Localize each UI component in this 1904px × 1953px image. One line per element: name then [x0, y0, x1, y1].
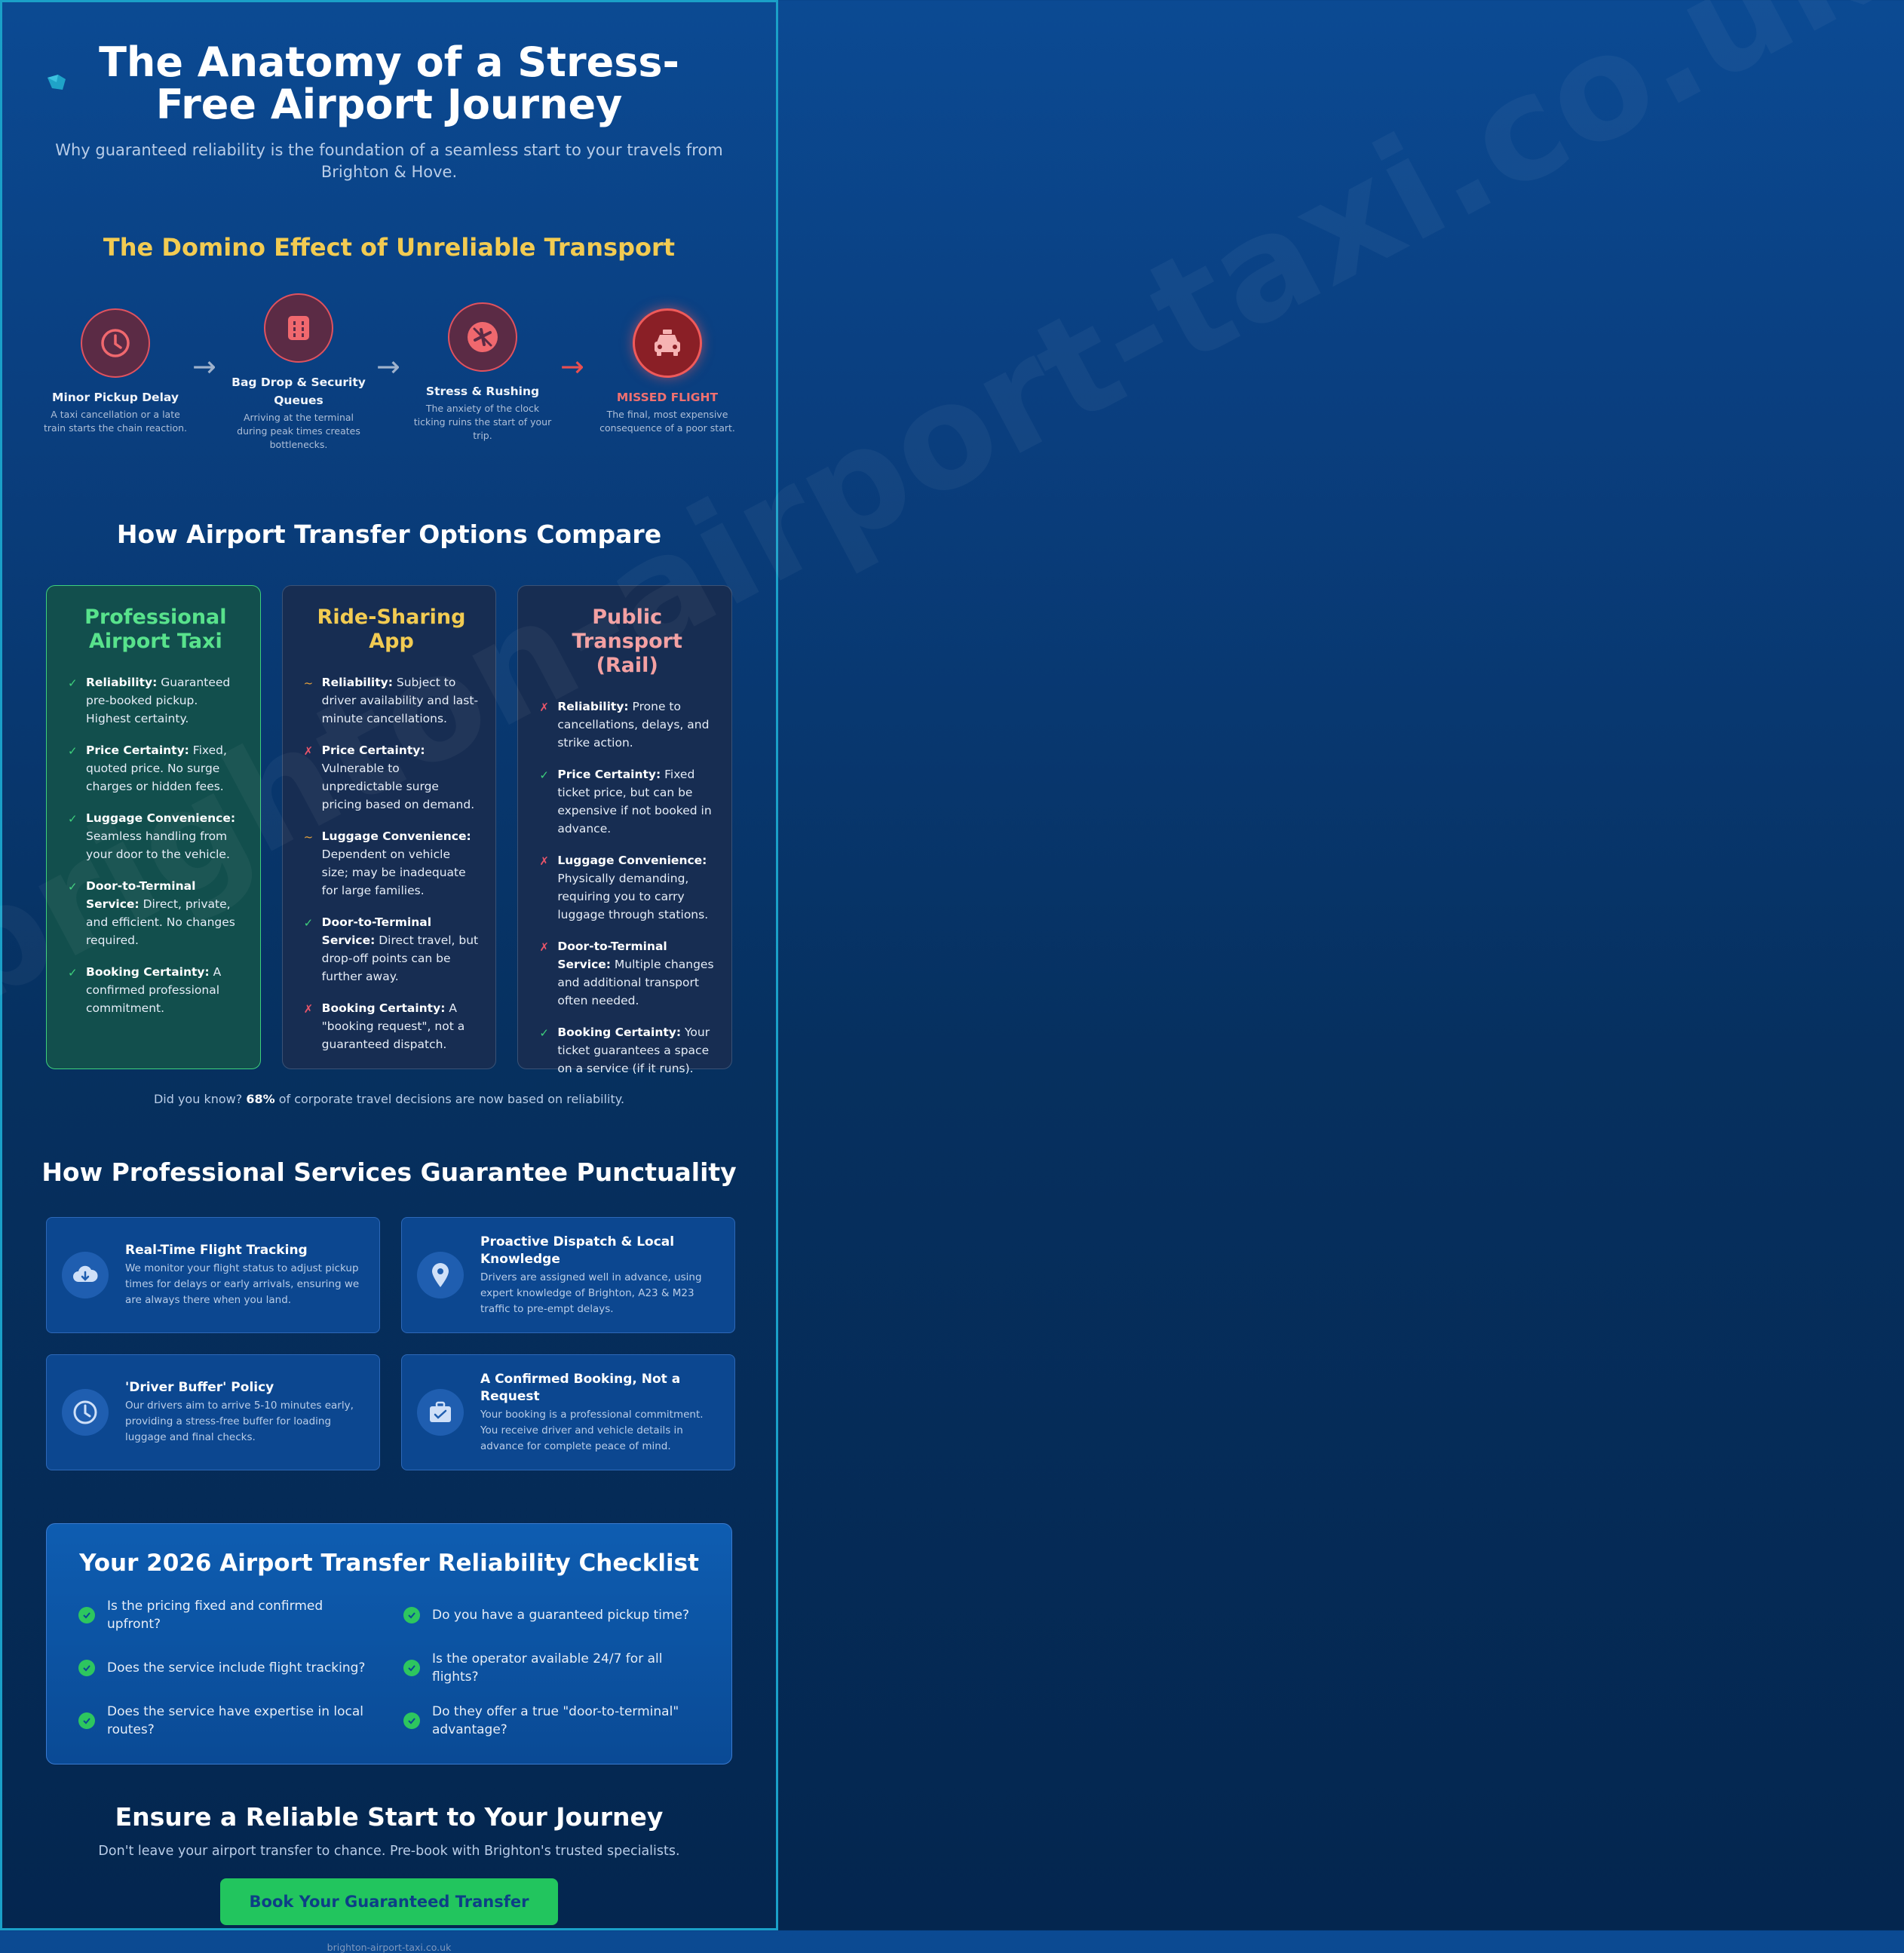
comparison-item-label: Reliability: [86, 676, 158, 689]
card-item-list [304, 673, 480, 1053]
checklist-item [402, 1649, 701, 1687]
punctuality-section-title: How Professional Services Guarantee Punctuality [41, 1157, 737, 1187]
page-title: The Anatomy of a Stress-Free Airport Journey [99, 38, 679, 128]
clock-icon [81, 308, 150, 378]
cross-icon: ✗ [303, 1002, 314, 1016]
logo-icon [46, 72, 67, 93]
feature-desc: Our drivers aim to arrive 5-10 minutes early, providing a stress-free buffer for loading luggage and final checks. [125, 1400, 354, 1443]
comparison-item-label: Booking Certainty: [86, 965, 210, 979]
cross-icon: ✗ [539, 940, 549, 954]
checklist-grid [77, 1596, 701, 1740]
comparison-item-detail: Your ticket guarantees a space on a service (if it runs). [557, 1026, 710, 1075]
comparison-item-text [557, 1023, 715, 1078]
check-circle-icon [78, 1607, 95, 1623]
comparison-item-detail: Direct, private, and efficient. No changes required. [86, 897, 235, 947]
feature-title: A Confirmed Booking, Not a Request [480, 1371, 681, 1404]
checklist-item [402, 1596, 701, 1634]
feature-desc: We monitor your flight status to adjust pickup times for delays or early arrivals, ensuring we are always there when you land. [125, 1262, 360, 1306]
comparison-item [304, 827, 480, 900]
comparison-item-text [322, 827, 480, 900]
checklist-item [402, 1702, 701, 1740]
comparison-item [68, 963, 244, 1017]
card-item-list [68, 673, 244, 1017]
domino-step [411, 302, 554, 443]
check-icon: ✓ [68, 812, 78, 826]
comparison-item [68, 877, 244, 949]
checklist-item-text: Is the operator available 24/7 for all flights? [432, 1651, 663, 1685]
checklist-item-text: Does the service have expertise in local routes? [107, 1704, 364, 1737]
checklist-item [77, 1596, 376, 1634]
check-circle-icon [403, 1607, 420, 1623]
arrow-right-icon: → [192, 350, 216, 383]
comparison-item-label: Price Certainty: [321, 743, 425, 757]
comparison-item-text [557, 698, 715, 752]
step-title: Minor Pickup Delay [52, 391, 179, 404]
comparison-item-label: Door-to-Terminal Service: [321, 915, 432, 947]
check-icon: ✓ [68, 880, 78, 894]
tilde-icon: ~ [303, 830, 314, 844]
feature-grid [46, 1217, 732, 1470]
map-pin-icon [417, 1252, 464, 1298]
comparison-item-detail: Physically demanding, requiring you to carry luggage through stations. [557, 872, 709, 921]
comparison-item-text [557, 851, 715, 924]
feature-card [401, 1217, 735, 1333]
checklist-item-text: Do you have a guaranteed pickup time? [432, 1608, 689, 1623]
checklist-item-text: Does the service include flight tracking? [107, 1660, 366, 1676]
comparison-item-text [322, 913, 480, 986]
comparison-item-detail: Fixed, quoted price. No surge charges or hidden fees. [86, 743, 227, 793]
cross-icon: ✗ [303, 744, 314, 758]
comparison-item [539, 698, 715, 752]
comparison-item-detail: Subject to driver availability and last-minute cancellations. [321, 676, 479, 725]
cta-title: Ensure a Reliable Start to Your Journey [115, 1802, 664, 1832]
comparison-item-label: Price Certainty: [557, 768, 661, 781]
comparison-cards [46, 585, 732, 1075]
cta-subtitle: Don't leave your airport transfer to chance. Pre-book with Brighton's trusted specialists. [98, 1844, 680, 1859]
check-circle-icon [403, 1712, 420, 1729]
cloud-download-icon [62, 1252, 109, 1298]
comparison-item-text [86, 673, 244, 728]
comparison-item-detail: A "booking request", not a guaranteed dispatch. [321, 1001, 465, 1051]
comparison-item [68, 741, 244, 796]
briefcase-icon [417, 1389, 464, 1436]
comparison-item-text [86, 741, 244, 796]
feature-title: 'Driver Buffer' Policy [125, 1380, 274, 1395]
comparison-item-text [557, 765, 715, 838]
reliability-checklist [46, 1523, 732, 1764]
comparison-item-label: Luggage Convenience: [321, 829, 471, 843]
domino-chain [2, 293, 776, 474]
comparison-item [68, 809, 244, 863]
comparison-item-text [557, 937, 715, 1010]
domino-step [595, 308, 740, 435]
comparison-item-text [86, 809, 244, 863]
comparison-item-text [322, 999, 480, 1053]
infographic-page [0, 0, 778, 1953]
comparison-item-detail: Direct travel, but drop-off points can be further away. [321, 934, 479, 983]
feature-desc: Drivers are assigned well in advance, using expert knowledge of Brighton, A23 & M23 traffic to pre-empt delays. [480, 1271, 702, 1315]
check-icon: ✓ [303, 916, 314, 930]
card-ride-sharing [282, 585, 497, 1069]
comparison-item-detail: A confirmed professional commitment. [86, 965, 222, 1015]
comparison-item-label: Reliability: [557, 700, 629, 713]
comparison-item-label: Booking Certainty: [557, 1026, 682, 1039]
luggage-icon [264, 293, 333, 363]
arrow-right-icon: → [376, 350, 400, 383]
check-circle-icon [78, 1712, 95, 1729]
feature-card [401, 1354, 735, 1470]
card-item-list [539, 698, 715, 1078]
check-icon: ✓ [68, 744, 78, 758]
comparison-item-label: Price Certainty: [86, 743, 189, 757]
comparison-item-text [322, 741, 480, 814]
header [2, 2, 776, 183]
comparison-item [539, 1023, 715, 1078]
page-subtitle: Why guaranteed reliability is the foundation of a seamless start to your travels from Brighton & Hove. [55, 141, 723, 181]
checklist-title: Your 2026 Airport Transfer Reliability Checklist [79, 1550, 699, 1577]
check-circle-icon [78, 1660, 95, 1676]
cross-icon: ✗ [539, 854, 549, 868]
comparison-item-detail: Prone to cancellations, delays, and strike action. [557, 700, 710, 750]
feature-card [46, 1354, 380, 1470]
fact-prefix: Did you know? [153, 1092, 247, 1106]
clock-icon [62, 1389, 109, 1436]
taxi-icon [633, 308, 702, 378]
domino-section-title: The Domino Effect of Unreliable Transport [103, 233, 676, 262]
card-public-transport [517, 585, 732, 1075]
step-desc: A taxi cancellation or a late train starts the chain reaction. [44, 409, 187, 434]
step-title: Stress & Rushing [425, 385, 540, 398]
checklist-item [77, 1702, 376, 1740]
comparison-item-detail: Dependent on vehicle size; may be inadequate for large families. [321, 848, 466, 897]
card-professional-taxi [46, 585, 261, 1069]
comparison-item [304, 741, 480, 814]
checklist-item [77, 1649, 376, 1687]
comparison-item-label: Luggage Convenience: [557, 854, 707, 867]
comparison-item-label: Door-to-Terminal Service: [557, 940, 667, 971]
comparison-item [539, 851, 715, 924]
step-title: Bag Drop & Security Queues [231, 376, 366, 407]
tilde-icon: ~ [303, 676, 314, 690]
comparison-item-label: Door-to-Terminal Service: [86, 879, 196, 911]
check-icon: ✓ [68, 966, 78, 980]
domino-step [227, 293, 370, 452]
plane-slash-icon [448, 302, 517, 372]
feature-desc: Your booking is a professional commitment. You receive driver and vehicle details in advance for complete peace of mind. [480, 1408, 704, 1452]
comparison-item [539, 937, 715, 1010]
checklist-item-text: Is the pricing fixed and confirmed upfront? [107, 1599, 323, 1632]
comparison-item [304, 999, 480, 1053]
step-desc: The final, most expensive consequence of a poor start. [599, 409, 735, 434]
comparison-item-detail: Vulnerable to unpredictable surge pricing based on demand. [321, 762, 475, 811]
step-desc: Arriving at the terminal during peak times creates bottlenecks. [237, 412, 360, 450]
arrow-right-icon: → [560, 350, 584, 383]
check-icon: ✓ [539, 768, 549, 782]
fact-suffix: of corporate travel decisions are now based on reliability. [274, 1092, 625, 1106]
feature-title: Proactive Dispatch & Local Knowledge [480, 1234, 675, 1267]
comparison-item-detail: Multiple changes and additional transport often needed. [557, 958, 714, 1007]
comparison-item-label: Luggage Convenience: [86, 811, 236, 825]
comparison-item-detail: Seamless handling from your door to the vehicle. [86, 829, 230, 861]
comparison-item [68, 673, 244, 728]
step-title: MISSED FLIGHT [616, 391, 719, 404]
check-icon: ✓ [68, 676, 78, 690]
card-title: Professional Airport Taxi [84, 606, 227, 653]
book-transfer-button[interactable]: Book Your Guaranteed Transfer [220, 1878, 558, 1925]
comparison-item-text [86, 877, 244, 949]
comparison-item-label: Booking Certainty: [321, 1001, 446, 1015]
comparison-item [539, 765, 715, 838]
compare-section-title: How Airport Transfer Options Compare [116, 520, 662, 549]
step-desc: The anxiety of the clock ticking ruins the start of your trip. [413, 403, 552, 441]
feature-title: Real-Time Flight Tracking [125, 1243, 308, 1258]
check-circle-icon [403, 1660, 420, 1676]
card-title: Ride-Sharing App [317, 606, 466, 653]
cross-icon: ✗ [539, 701, 549, 714]
comparison-item-label: Reliability: [321, 676, 393, 689]
comparison-item [304, 913, 480, 986]
comparison-item-text [322, 673, 480, 728]
reliability-fact [2, 1092, 776, 1106]
comparison-item-detail: Fixed ticket price, but can be expensive if not booked in advance. [557, 768, 712, 835]
footer-url: brighton-airport-taxi.co.uk [327, 1942, 452, 1953]
fact-value: 68% [246, 1092, 275, 1106]
card-title: Public Transport (Rail) [572, 606, 682, 677]
domino-step [44, 308, 187, 435]
check-icon: ✓ [539, 1026, 549, 1040]
comparison-item-detail: Guaranteed pre-booked pickup. Highest certainty. [86, 676, 231, 725]
checklist-item-text: Do they offer a true "door-to-terminal" advantage? [432, 1704, 679, 1737]
comparison-item-text [86, 963, 244, 1017]
comparison-item [304, 673, 480, 728]
feature-card [46, 1217, 380, 1333]
